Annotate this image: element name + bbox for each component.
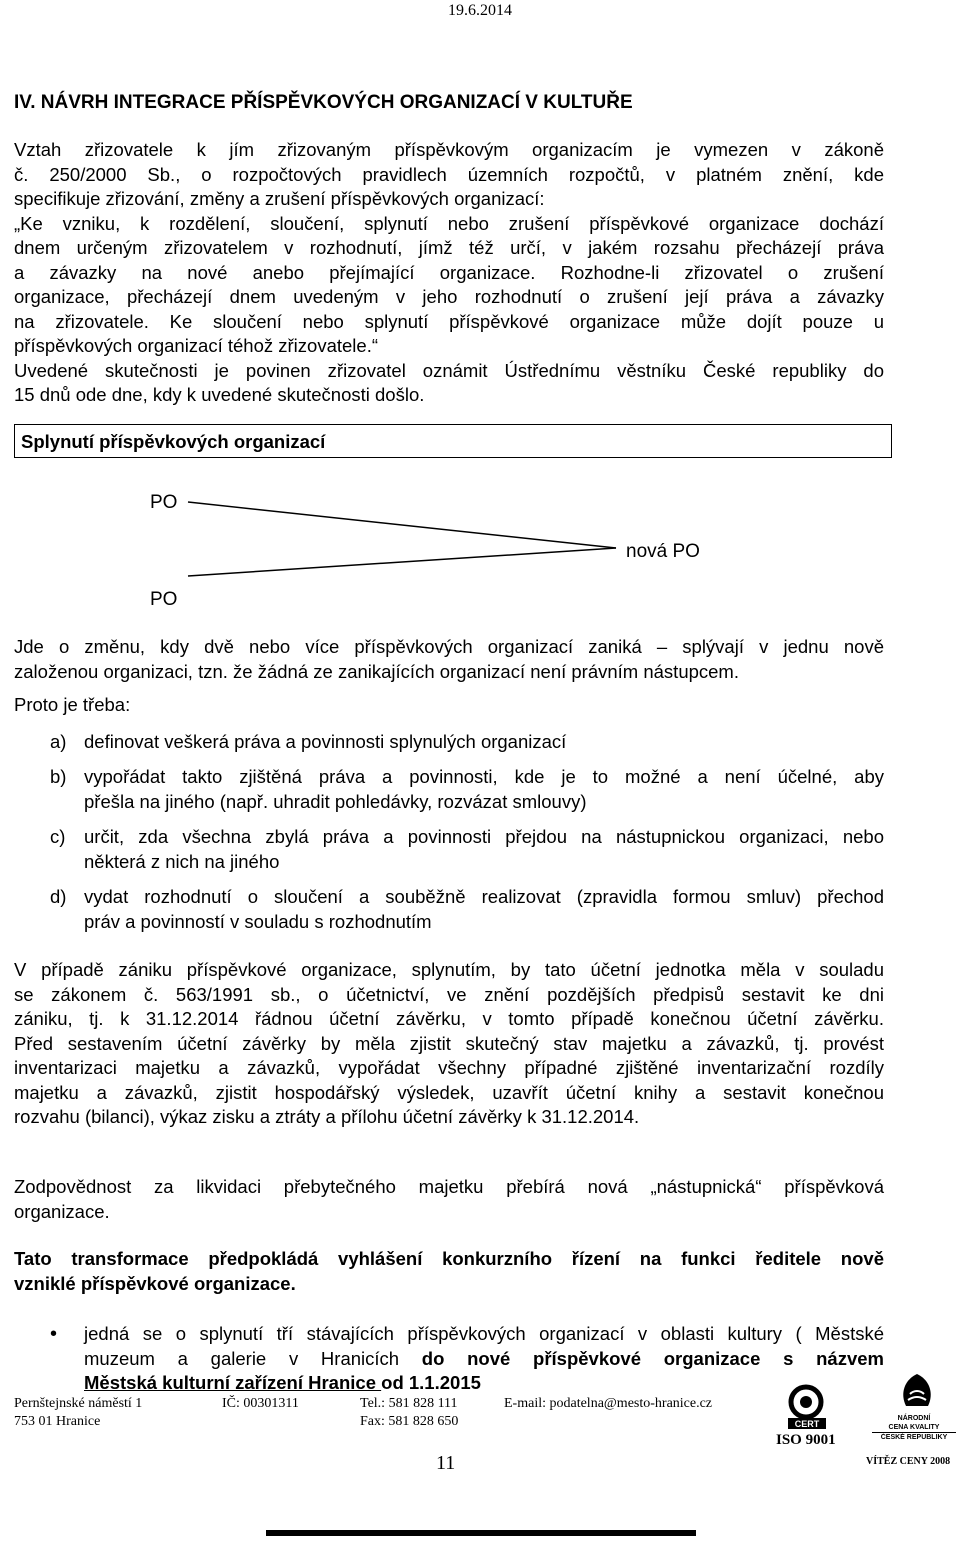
bullet-line3-bold: od 1.1.2015 bbox=[381, 1372, 481, 1393]
footer-ic: IČ: 00301311 bbox=[222, 1396, 299, 1411]
intro-line: Uvedené skutečnosti je povinen zřizovatel oznámit Ústřednímu věstníku České republiky do bbox=[14, 359, 884, 381]
list-marker: a) bbox=[50, 731, 67, 752]
intro-line: dnem určeným zřizovatelem v rozhodnutí, jímž též určí, v jakém rozsahu přecházejí práva bbox=[14, 237, 884, 258]
zanik-line: se zákonem č. 563/1991 sb., o účetnictví, ve znění pozdějších předpisů sestavit ke dni bbox=[14, 983, 884, 1005]
zanik-line: rozvahu (bilanci), výkaz zisku a ztráty a přílohu účetní závěrky k 31.12.2014. bbox=[14, 1106, 640, 1127]
diagram-po-bottom: PO bbox=[150, 589, 178, 610]
footer-city: 753 01 Hranice bbox=[14, 1414, 101, 1429]
footer-fax: Fax: 581 828 650 bbox=[360, 1414, 459, 1429]
zanik-line: zániku, tj. k 31.12.2014 řádnou účetní závěrku, v tomto případě konečnou účetní závěrku. bbox=[14, 1008, 884, 1029]
zanik-paragraph bbox=[14, 958, 884, 1130]
header-date: 19.6.2014 bbox=[448, 2, 512, 19]
bullet-line2-bold: do nové příspěvkové organizace s názvem bbox=[421, 1347, 884, 1369]
bullet-line-3 bbox=[84, 1371, 884, 1396]
list-marker: b) bbox=[50, 766, 67, 787]
bullet-line: jedná se o splynutí tří stávajících příspěvkových organizací v oblasti kultury ( Městské bbox=[84, 1323, 884, 1344]
section-box-title: Splynutí příspěvkových organizací bbox=[14, 424, 892, 458]
intro-line: a závazky na nové anebo přejímající organizace. Rozhodne-li zřizovatel o zrušení bbox=[14, 261, 884, 283]
list-text: určit, zda všechna zbylá práva a povinnosti přejdou na nástupnickou organizaci, nebo bbox=[84, 826, 884, 847]
cert-text: CERT bbox=[794, 1419, 820, 1429]
diagram-new-po: nová PO bbox=[626, 541, 700, 562]
explain-line: založenou organizaci, tzn. že žádná ze zanikajících organizací není právním nástupcem. bbox=[14, 660, 739, 682]
new-org-name: Městská kulturní zařízení Hranice bbox=[84, 1372, 382, 1393]
zanik-line: V případě zániku příspěvkové organizace, splynutím, by tato účetní jednotka měla v souladu bbox=[14, 959, 884, 980]
list-text: práv a povinností v souladu s rozhodnutím bbox=[84, 910, 432, 932]
bottom-bar bbox=[266, 1530, 696, 1536]
zanik-line: Před sestavením účetní závěrky by měla zjistit skutečný stav majetku a závazků, tj. provést bbox=[14, 1032, 884, 1054]
diagram-arrow-top bbox=[188, 502, 616, 548]
intro-line: na zřizovatele. Ke sloučení nebo splynutí příspěvkové organizace může dojít pouze u bbox=[14, 310, 884, 332]
quality-award-icon bbox=[894, 1372, 940, 1412]
list-text: některá z nich na jiného bbox=[84, 850, 280, 872]
list-text: vypořádat takto zjištěná práva a povinnosti, kde je to možné a není účelné, aby bbox=[84, 766, 884, 787]
award-line: ČESKÉ REPUBLIKY bbox=[872, 1432, 956, 1442]
page-number: 11 bbox=[436, 1452, 456, 1474]
footer-tel: Tel.: 581 828 111 bbox=[360, 1396, 458, 1411]
intro-line: organizace, přecházejí dnem uvedeným v jeho rozhodnutí o zrušení její práva a závazky bbox=[14, 286, 884, 307]
list-item-a bbox=[50, 730, 884, 755]
award-line: NÁRODNÍ bbox=[897, 1415, 931, 1422]
list-text: definovat veškerá práva a povinnosti splynulých organizací bbox=[84, 731, 567, 752]
bullet-dot-icon: • bbox=[50, 1323, 58, 1345]
award-text bbox=[872, 1414, 956, 1442]
zanik-line: majetku a závazků, zjistit hospodářský výsledek, uzavřít účetní knihy a sestavit konečnou bbox=[14, 1081, 884, 1103]
bullet-line2-normal: muzeum a galerie v Hranicích bbox=[84, 1347, 422, 1369]
intro-line: příspěvkových organizací téhož zřizovatele.“ bbox=[14, 335, 379, 356]
bullet-line-2 bbox=[84, 1347, 884, 1372]
award-line: CENA KVALITY bbox=[888, 1424, 940, 1431]
intro-line: č. 250/2000 Sb., o rozpočtových pravidlech územních rozpočtů, v platném znění, kde bbox=[14, 163, 884, 185]
list-text: vydat rozhodnutí o sloučení a souběžně realizovat (zpravidla formou smluv) přechod bbox=[84, 886, 884, 907]
diagram-arrow-bottom bbox=[188, 548, 616, 576]
intro-line: 15 dnů ode dne, kdy k uvedené skutečnosti došlo. bbox=[14, 384, 425, 405]
odpovednost-line: organizace. bbox=[14, 1200, 110, 1222]
intro-line: „Ke vzniku, k rozdělení, sloučení, splynutí nebo zrušení příspěvkové organizace dochází bbox=[14, 212, 884, 234]
transformace-line: vzniklé příspěvkové organizace. bbox=[14, 1272, 296, 1294]
diagram-po-top: PO bbox=[150, 492, 178, 513]
footer-email: E-mail: podatelna@mesto-hranice.cz bbox=[504, 1396, 713, 1411]
cert-logo-icon bbox=[782, 1384, 842, 1430]
bullet-item bbox=[50, 1322, 884, 1396]
list-text: přešla na jiného (např. uhradit pohledávky, rozvázat smlouvy) bbox=[84, 790, 587, 812]
intro-paragraph bbox=[14, 138, 884, 408]
merge-diagram bbox=[0, 480, 960, 620]
list-item-b bbox=[50, 765, 884, 814]
list-item-c bbox=[50, 825, 884, 874]
list-item-d bbox=[50, 885, 884, 934]
list-marker: c) bbox=[50, 826, 66, 847]
proto-text: Proto je třeba: bbox=[14, 694, 131, 715]
explain-line: Jde o změnu, kdy dvě nebo více příspěvkových organizací zaniká – splývají v jednu nově bbox=[14, 636, 884, 657]
explain-paragraph bbox=[14, 635, 884, 684]
award-winner: VÍTĚZ CENY 2008 bbox=[866, 1456, 951, 1467]
iso-label: ISO 9001 bbox=[776, 1432, 836, 1448]
odpovednost-line: Zodpovědnost za likvidaci přebytečného majetku přebírá nová „nástupnická“ příspěvková bbox=[14, 1176, 884, 1197]
transformace-paragraph bbox=[14, 1247, 884, 1296]
transformace-line: Tato transformace předpokládá vyhlášení konkurzního řízení na funkci ředitele nově bbox=[14, 1248, 884, 1269]
odpovednost-paragraph bbox=[14, 1175, 884, 1224]
zanik-line: inventarizaci majetku a závazků, vypořádat všechny případné zjištěné inventarizační rozdíly bbox=[14, 1057, 884, 1078]
list-marker: d) bbox=[50, 886, 67, 907]
section-heading: IV. NÁVRH INTEGRACE PŘÍSPĚVKOVÝCH ORGANIZACÍ V KULTUŘE bbox=[14, 92, 633, 113]
intro-line: specifikuje zřizování, změny a zrušení příspěvkových organizací: bbox=[14, 188, 545, 209]
footer-street: Pernštejnské náměstí 1 bbox=[14, 1396, 143, 1411]
intro-line: Vztah zřizovatele k jím zřizovaným příspěvkovým organizacím je vymezen v zákoně bbox=[14, 139, 884, 160]
